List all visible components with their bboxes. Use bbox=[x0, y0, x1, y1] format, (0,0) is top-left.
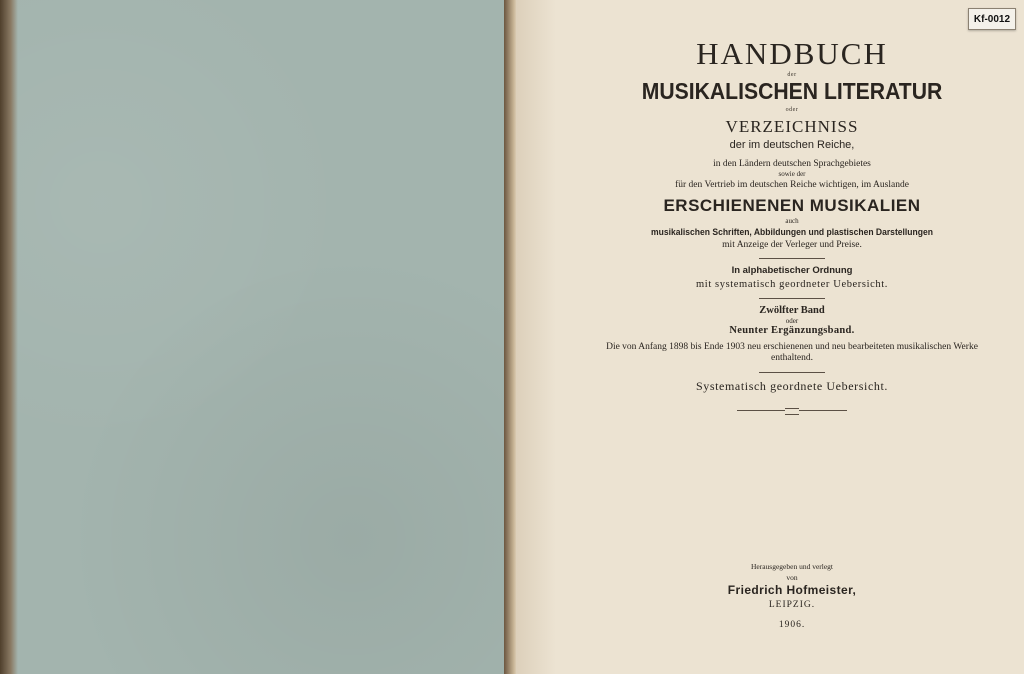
volume-uebersicht: Systematisch geordnete Uebersicht. bbox=[695, 379, 888, 393]
divider-rule bbox=[759, 372, 825, 373]
imprint-city: LEIPZIG. bbox=[768, 600, 816, 610]
title-der: der bbox=[787, 72, 797, 78]
scope-erschienenen-musikalien: ERSCHIENENEN MUSIKALIEN bbox=[663, 196, 921, 215]
cover-edge bbox=[0, 0, 18, 674]
title-handbuch: HANDBUCH bbox=[696, 36, 888, 71]
divider-rule bbox=[759, 298, 825, 299]
volume-oder: oder bbox=[785, 317, 799, 325]
scope-vertrieb: für den Vertrieb im deutschen Reiche wichtigen, im Auslande bbox=[675, 180, 909, 190]
title-page bbox=[516, 0, 1024, 674]
scope-laender: in den Ländern deutschen Sprachgebietes bbox=[713, 159, 871, 169]
imprint-year: 1906. bbox=[778, 620, 806, 630]
title-musikalischen-literatur: MUSIKALISCHEN LITERATUR bbox=[641, 78, 943, 104]
volume-ergaenzung: Neunter Ergänzungsband. bbox=[729, 325, 855, 336]
title-reiche: der im deutschen Reiche, bbox=[729, 139, 855, 151]
volume-description: Die von Anfang 1898 bis Ende 1903 neu erschienenen und neu bearbeiteten musikalischen Werke enthaltend. bbox=[606, 342, 978, 363]
ornament-rule bbox=[737, 410, 847, 412]
scope-anzeige: mit Anzeige der Verleger und Preise. bbox=[722, 240, 862, 250]
left-cover-page bbox=[0, 0, 506, 674]
title-verzeichniss: VERZEICHNISS bbox=[725, 117, 859, 136]
volume-band: Zwölfter Band bbox=[759, 305, 825, 316]
imprint-herausgegeben: Herausgegeben und verlegt bbox=[750, 562, 834, 571]
title-block bbox=[582, 36, 1002, 412]
order-systematisch: mit systematisch geordneter Uebersicht. bbox=[696, 279, 888, 290]
order-alphabetisch: In alphabetischer Ordnung bbox=[731, 265, 853, 276]
scope-sowie: sowie der bbox=[778, 170, 806, 178]
scope-schriften: musikalischen Schriften, Abbildungen und plastischen Darstellungen bbox=[651, 227, 933, 237]
imprint-von: von bbox=[786, 573, 798, 582]
scope-auch: auch bbox=[785, 217, 799, 225]
title-oder: oder bbox=[785, 107, 799, 113]
imprint-block bbox=[582, 562, 1002, 630]
divider-rule bbox=[759, 258, 825, 259]
archive-label: Kf-0012 bbox=[968, 8, 1016, 30]
imprint-publisher: Friedrich Hofmeister, bbox=[727, 583, 857, 597]
